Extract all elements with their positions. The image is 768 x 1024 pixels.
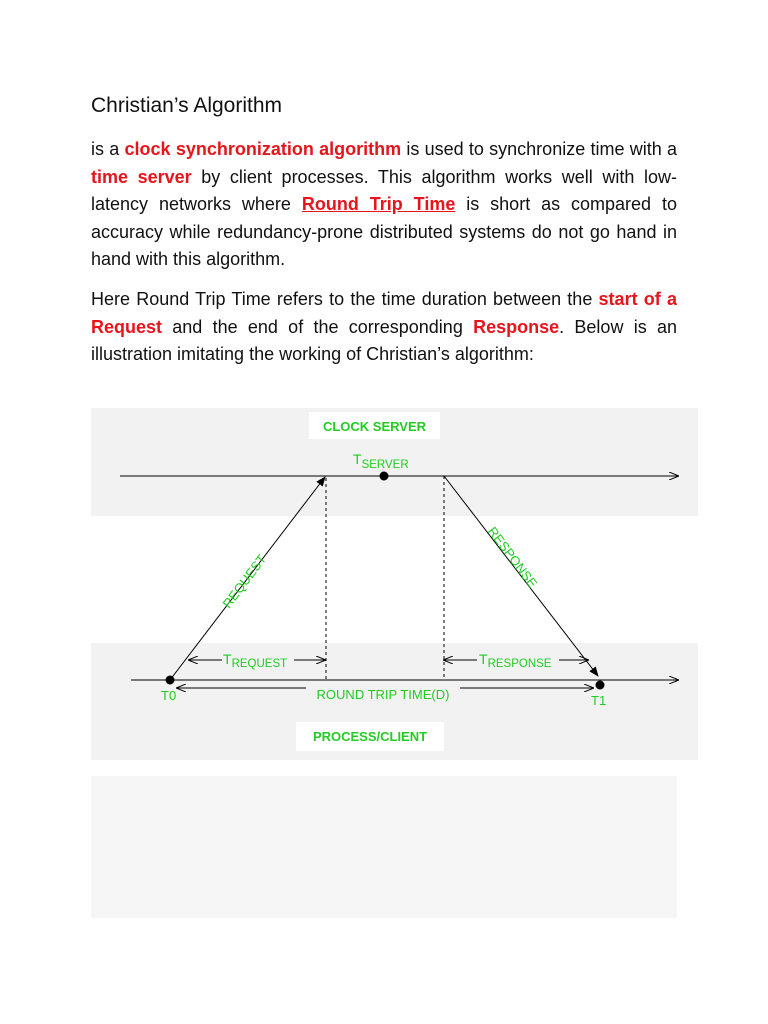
- intro-text-1: is a: [91, 139, 125, 159]
- intro-text-3: by client processes. This algorithm works well with low-latency networks where: [91, 166, 677, 214]
- server-time-dot: [380, 472, 389, 481]
- t-server-sub: SERVER: [361, 459, 409, 471]
- t1-label: T1: [591, 693, 607, 708]
- intro-text-4: is short as compared to accuracy while redundancy-prone distributed systems do not go hand in hand with this algorithm.: [91, 194, 677, 269]
- t-server-main: T: [353, 451, 362, 467]
- t-request-main: T: [223, 651, 232, 667]
- rtt-text-3: . Below is an illustration imitating the working of Christian’s algorithm:: [91, 316, 677, 364]
- highlight-response: Response: [473, 316, 560, 337]
- request-label: REQUEST: [219, 551, 270, 611]
- t-response-sub: RESPONSE: [487, 658, 552, 670]
- t1-dot: [596, 681, 605, 690]
- process-client-label: PROCESS/CLIENT: [312, 729, 428, 744]
- t0-label: T0: [161, 688, 177, 703]
- clock-server-label: CLOCK SERVER: [322, 419, 427, 434]
- blank-panel: [91, 776, 677, 918]
- t-response-main: T: [479, 651, 488, 667]
- paragraph-rtt: [91, 286, 677, 369]
- page-title: Christian’s Algorithm: [91, 94, 283, 117]
- response-label: RESPONSE: [484, 523, 541, 591]
- highlight-round-trip-time: Round Trip Time: [301, 194, 456, 214]
- highlight-time-server: time server: [91, 166, 192, 187]
- christian-algorithm-diagram: [91, 408, 698, 773]
- diagram-svg: [91, 408, 698, 773]
- rtt-text-1: Here Round Trip Time refers to the time duration between the: [91, 289, 599, 309]
- highlight-clock-sync: clock synchronization algorithm: [124, 139, 402, 159]
- t-request-sub: REQUEST: [231, 658, 288, 670]
- paragraph-intro: [91, 136, 677, 274]
- round-trip-label: ROUND TRIP TIME(D): [316, 687, 450, 702]
- intro-text-2: is used to synchronize time with a: [401, 139, 678, 159]
- highlight-start-request: start of a Request: [91, 289, 677, 337]
- rtt-text-2: and the end of the corresponding: [162, 316, 474, 337]
